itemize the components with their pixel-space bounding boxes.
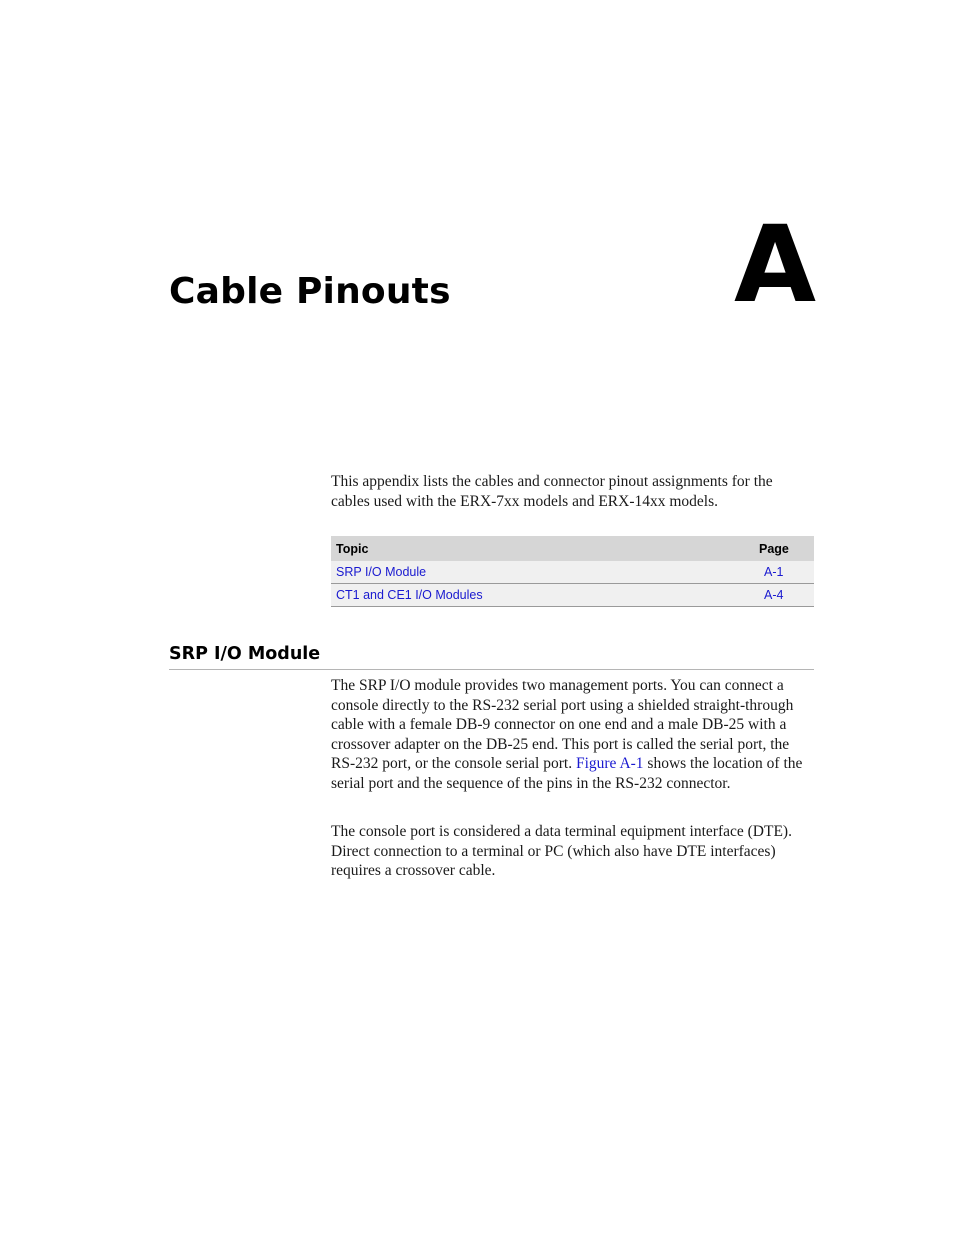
page-column-header: Page: [759, 536, 814, 561]
intro-paragraph: This appendix lists the cables and connector pinout assignments for the cables used with the ERX-7xx models and ERX-14xx models.: [331, 473, 773, 510]
section-heading: SRP I/O Module: [169, 644, 321, 664]
page-link-a-1[interactable]: A-1: [759, 561, 814, 584]
figure-a-1-link[interactable]: Figure A-1: [575, 755, 644, 772]
topic-link-srp-io-module[interactable]: SRP I/O Module: [331, 561, 759, 584]
topic-column-header: Topic: [331, 536, 759, 561]
paragraph-text: The SRP I/O module provides two management ports. You can connect a console directly to the RS-232 serial port using a shielded straight-through cable with a female DB-9 connector on one end and a male DB-25 with a crossover adapter on the DB-25 end. This port is called the serial port, the RS-232 port, or the console serial port.: [331, 677, 794, 772]
chapter-letter: A: [733, 203, 816, 326]
topic-link-ct1-ce1-io-modules[interactable]: CT1 and CE1 I/O Modules: [331, 584, 759, 607]
topic-table-header-row: [331, 536, 814, 561]
table-row: [331, 561, 814, 584]
table-row: [331, 584, 814, 607]
section-paragraph-2: The console port is considered a data terminal equipment interface (DTE). Direct connection to a terminal or PC (which also have DTE interfaces) requires a crossover cable.: [331, 823, 792, 879]
section-paragraph-1: [331, 676, 815, 793]
paragraph-text: shows the location of the serial port and the sequence of the pins in the RS-232 connector.: [331, 755, 803, 792]
topic-table: [331, 536, 814, 607]
section-divider: [169, 669, 814, 670]
chapter-title: Cable Pinouts: [169, 271, 451, 312]
page-link-a-4[interactable]: A-4: [759, 584, 814, 607]
